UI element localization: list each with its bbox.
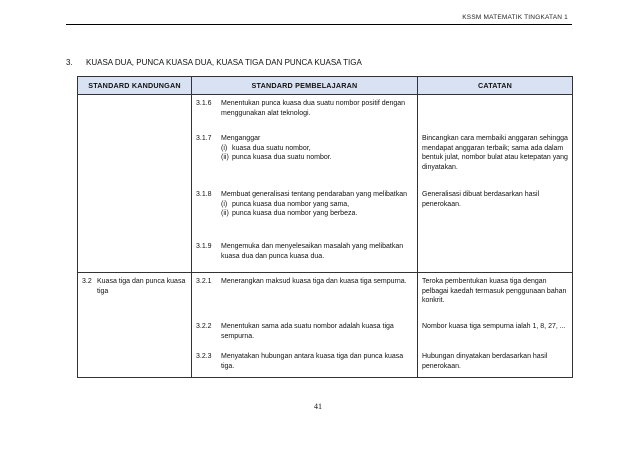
content-standard-title: Kuasa tiga dan punca kuasa tiga xyxy=(97,278,186,295)
note-text: Hubungan dinyatakan berdasarkan hasil penerokaan. xyxy=(422,353,548,370)
group2-kandungan-cell xyxy=(78,273,192,378)
content-standard xyxy=(78,273,191,296)
item-code: 3.2.2 xyxy=(196,323,212,330)
item-code: 3.2.3 xyxy=(196,353,212,360)
item-text: Menyatakan hubungan antara kuasa tiga dan punca kuasa tiga. xyxy=(221,353,404,370)
item-text: Menentukan sama ada suatu nombor adalah kuasa tiga sempurna. xyxy=(221,323,394,340)
content-standard-code: 3.2 xyxy=(82,278,92,285)
note-text: Nombor kuasa tiga sempurna ialah 1, 8, 27, ... xyxy=(422,323,566,330)
sub-item: (ii) punca kuasa dua nombor yang berbeza. xyxy=(221,210,358,217)
note-text: Bincangkan cara membaiki anggaran sehingga mendapat anggaran terbaik; sama ada dalam bentuk julat, nombor bulat atau ketepatan yang dinyatakan. xyxy=(422,135,568,171)
learning-standard-item xyxy=(192,322,417,352)
header-standard-pembelajaran: STANDARD PEMBELAJARAN xyxy=(192,77,418,95)
learning-standard-item xyxy=(192,352,417,377)
learning-standard-item xyxy=(192,190,417,242)
section-heading xyxy=(66,58,362,67)
section-number: 3. xyxy=(66,58,73,67)
item-code: 3.1.7 xyxy=(196,135,212,142)
learning-standard-item xyxy=(192,273,417,322)
group1-pembelajaran-cell xyxy=(192,95,418,273)
page-number: 41 xyxy=(314,402,322,411)
document-header-title: KSSM MATEMATIK TINGKATAN 1 xyxy=(462,14,568,21)
table-row-group1 xyxy=(78,95,573,273)
table-header-row xyxy=(78,77,573,95)
item-code: 3.1.9 xyxy=(196,243,212,250)
group2-catatan-cell xyxy=(418,273,573,378)
item-text: Menerangkan maksud kuasa tiga dan kuasa tiga sempurna. xyxy=(221,278,407,285)
note-text: Teroka pembentukan kuasa tiga dengan pelbagai kaedah termasuk penggunaan bahan konkrit. xyxy=(422,278,567,304)
sub-item: (ii) punca kuasa dua suatu nombor. xyxy=(221,154,332,161)
learning-standard-item xyxy=(192,95,417,134)
learning-standard-item xyxy=(192,242,417,272)
sub-item: (i) kuasa dua suatu nombor, xyxy=(221,144,311,152)
item-text: Membuat generalisasi tentang pendaraban yang melibatkan xyxy=(221,191,408,198)
group1-catatan-cell xyxy=(418,95,573,273)
note-text: Generalisasi dibuat berdasarkan hasil penerokaan. xyxy=(422,191,540,208)
header-catatan: CATATAN xyxy=(418,77,573,95)
sub-item: (i) punca kuasa dua nombor yang sama, xyxy=(221,200,350,208)
learning-standard-item xyxy=(192,134,417,190)
item-code: 3.1.6 xyxy=(196,100,212,107)
item-text: Mengemuka dan menyelesaikan masalah yang melibatkan kuasa dua dan punca kuasa dua. xyxy=(221,243,404,260)
header-divider xyxy=(66,24,572,25)
item-text: Menentukan punca kuasa dua suatu nombor positif dengan menggunakan alat teknologi. xyxy=(221,100,406,117)
item-code: 3.2.1 xyxy=(196,278,212,285)
table-row-group2 xyxy=(78,273,573,378)
section-title: KUASA DUA, PUNCA KUASA DUA, KUASA TIGA DAN PUNCA KUASA TIGA xyxy=(86,58,362,67)
group1-kandungan-cell xyxy=(78,95,192,273)
header-standard-kandungan: STANDARD KANDUNGAN xyxy=(78,77,192,95)
curriculum-table xyxy=(77,76,573,378)
item-text: Menganggar xyxy=(221,135,261,142)
group2-pembelajaran-cell xyxy=(192,273,418,378)
item-code: 3.1.8 xyxy=(196,191,212,198)
